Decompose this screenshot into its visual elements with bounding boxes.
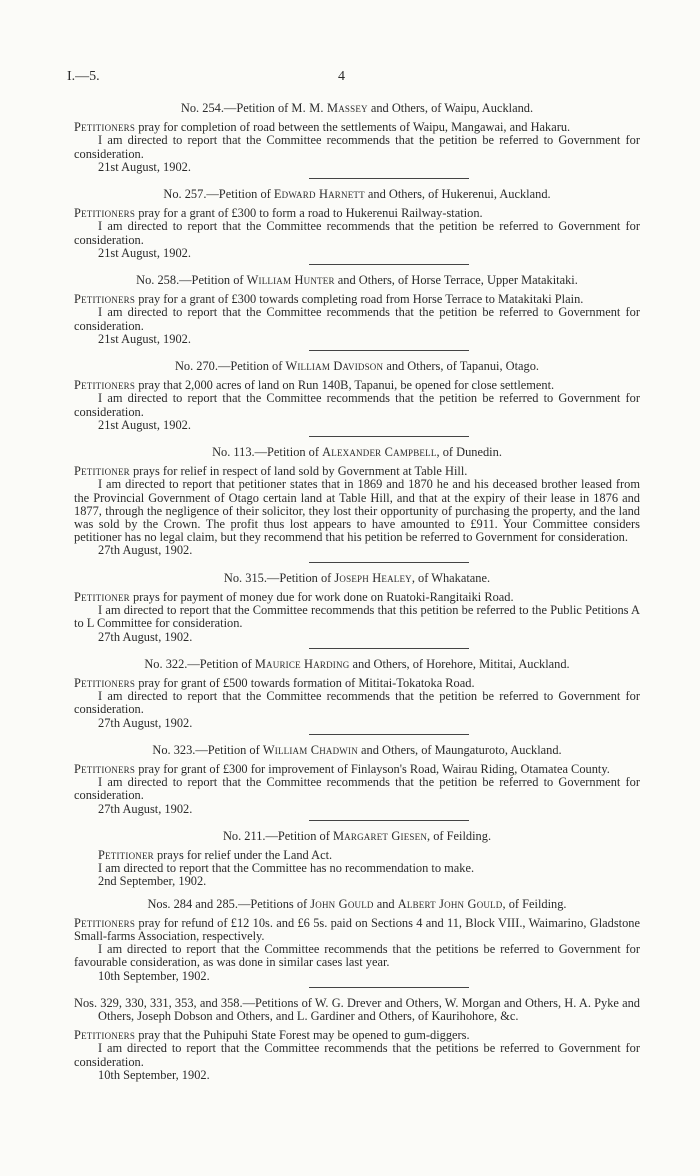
page-number: 4	[338, 69, 345, 84]
petition-title: No. 323.—Petition of William Chadwin and Others, of Maungaturoto, Auckland.	[152, 742, 562, 757]
committee-report: I am directed to report that the Committee recommends that the petition be referred to Government for consideration.	[74, 391, 640, 419]
petition-prayer: Petitioners pray for grant of £300 for improvement of Finlayson's Road, Wairau Riding, Otamatea County.	[74, 761, 610, 776]
petition-prayer: Petitioner prays for payment of money due for work done on Ruatoki-Rangitaiki Road.	[74, 589, 514, 604]
divider	[309, 820, 469, 821]
petition-title: No. 315.—Petition of Joseph Healey, of Whakatane.	[223, 570, 491, 585]
divider	[309, 734, 469, 735]
petition-title: No. 113.—Petition of Alexander Campbell, of Dunedin.	[212, 445, 502, 460]
divider	[309, 264, 469, 265]
report-date: 2nd September, 1902.	[98, 874, 207, 889]
report-date: 27th August, 1902.	[98, 629, 193, 644]
committee-report: I am directed to report that the Committee recommends that the petitions be referred to Government for consideration.	[74, 1041, 640, 1069]
petition-prayer: Petitioner prays for relief under the Land Act.	[98, 847, 333, 862]
doc-reference: I.—5.	[67, 69, 100, 84]
committee-report: I am directed to report that the Committee recommends that the petitions be referred to Government for favourable consideration, as was done in similar cases last year.	[74, 942, 640, 970]
petition-entry	[74, 658, 640, 735]
divider	[309, 350, 469, 351]
petition-title: No. 257.—Petition of Edward Harnett and Others, of Hukerenui, Auckland.	[163, 187, 551, 202]
petition-title: Nos. 284 and 285.—Petitions of John Gould and Albert John Gould, of Feilding.	[147, 896, 567, 911]
petition-entry	[74, 274, 640, 351]
committee-report: I am directed to report that the Committee recommends that the petition be referred to Government for consideration.	[74, 689, 640, 717]
committee-report: I am directed to report that the Committee recommends that the petition be referred to Government for consideration.	[74, 305, 640, 333]
petition-entry	[74, 898, 640, 988]
petition-prayer: Petitioner prays for relief in respect of land sold by Government at Table Hill.	[74, 464, 468, 479]
petition-prayer: Petitioners pray for grant of £500 towards formation of Mititai-Tokatoka Road.	[74, 675, 475, 690]
petition-prayer: Petitioners pray for completion of road between the settlements of Waipu, Mangawai, and Hakaru.	[74, 120, 571, 135]
committee-report: I am directed to report that the Committee recommends that the petition be referred to Government for consideration.	[74, 219, 640, 247]
committee-report: I am directed to report that the Committee has no recommendation to make.	[98, 861, 475, 876]
committee-report: I am directed to report that petitioner states that in 1869 and 1870 he and his deceased brother leased from the Provincial Government of Otago certain land at Table Hill, and that at the expiry of their lease in 1876 and 1877, through the negligence of their solicitor, they lost their opportunity of purchasing the property, and the land was sold by the Crown. The profit thus lost appears to have amounted to £911. Your Committee considers petitioner has no legal claim, but they recommend that his petition be referred to Government for consideration.	[74, 477, 640, 545]
report-date: 10th September, 1902.	[98, 1067, 210, 1082]
petition-title: No. 258.—Petition of William Hunter and Others, of Horse Terrace, Upper Matakitaki.	[136, 273, 578, 288]
report-date: 21st August, 1902.	[98, 245, 191, 260]
committee-report: I am directed to report that the Committee recommends that this petition be referred to the Public Petitions A to L Committee for consideration.	[74, 603, 640, 631]
report-date: 27th August, 1902.	[98, 715, 193, 730]
divider	[309, 648, 469, 649]
report-date: 27th August, 1902.	[98, 543, 193, 558]
petition-prayer: Petitioners pray for refund of £12 10s. and £6 5s. paid on Sections 4 and 11, Block VIII., Waimarino, Gladstone Small-farms Association, respectively.	[74, 915, 640, 943]
divider	[309, 178, 469, 179]
report-date: 21st August, 1902.	[98, 159, 191, 174]
petition-title: No. 322.—Petition of Maurice Harding and Others, of Horehore, Mititai, Auckland.	[144, 656, 570, 671]
petition-title: No. 211.—Petition of Margaret Giesen, of Feilding.	[222, 828, 492, 843]
divider	[309, 562, 469, 563]
divider	[309, 987, 469, 988]
petition-entry	[74, 360, 640, 437]
committee-report: I am directed to report that the Committee recommends that the petition be referred to Government for consideration.	[74, 133, 640, 161]
petition-title: Nos. 329, 330, 331, 353, and 358.—Petitions of W. G. Drever and Others, W. Morgan and Others, H. A. Pyke and Others, Joseph Dobson and Others, and L. Gardiner and Others, of Kaurihohore, &c.	[74, 995, 640, 1023]
petition-entry	[74, 446, 640, 563]
petition-prayer: Petitioners pray that 2,000 acres of land on Run 140B, Tapanui, be opened for close settlement.	[74, 378, 555, 393]
petition-entry	[74, 997, 640, 1082]
report-date: 21st August, 1902.	[98, 331, 191, 346]
divider	[309, 436, 469, 437]
report-date: 21st August, 1902.	[98, 417, 191, 432]
petition-title: No. 254.—Petition of M. M. Massey and Others, of Waipu, Auckland.	[180, 101, 534, 115]
report-date: 27th August, 1902.	[98, 801, 193, 816]
petition-entry	[74, 572, 640, 649]
petitions-list	[74, 102, 640, 1082]
petition-prayer: Petitioners pray for a grant of £300 to form a road to Hukerenui Railway-station.	[74, 206, 483, 221]
petition-entry	[74, 188, 640, 265]
petition-entry	[74, 744, 640, 821]
petition-title: No. 270.—Petition of William Davidson and Others, of Tapanui, Otago.	[174, 359, 540, 374]
petition-prayer: Petitioners pray that the Puhipuhi State Forest may be opened to gum-diggers.	[74, 1028, 470, 1043]
petition-entry	[74, 830, 640, 898]
committee-report: I am directed to report that the Committee recommends that the petition be referred to Government for consideration.	[74, 775, 640, 803]
petition-entry	[74, 102, 640, 179]
report-date: 10th September, 1902.	[98, 968, 210, 983]
petition-prayer: Petitioners pray for a grant of £300 towards completing road from Horse Terrace to Matakitaki Plain.	[74, 292, 584, 307]
